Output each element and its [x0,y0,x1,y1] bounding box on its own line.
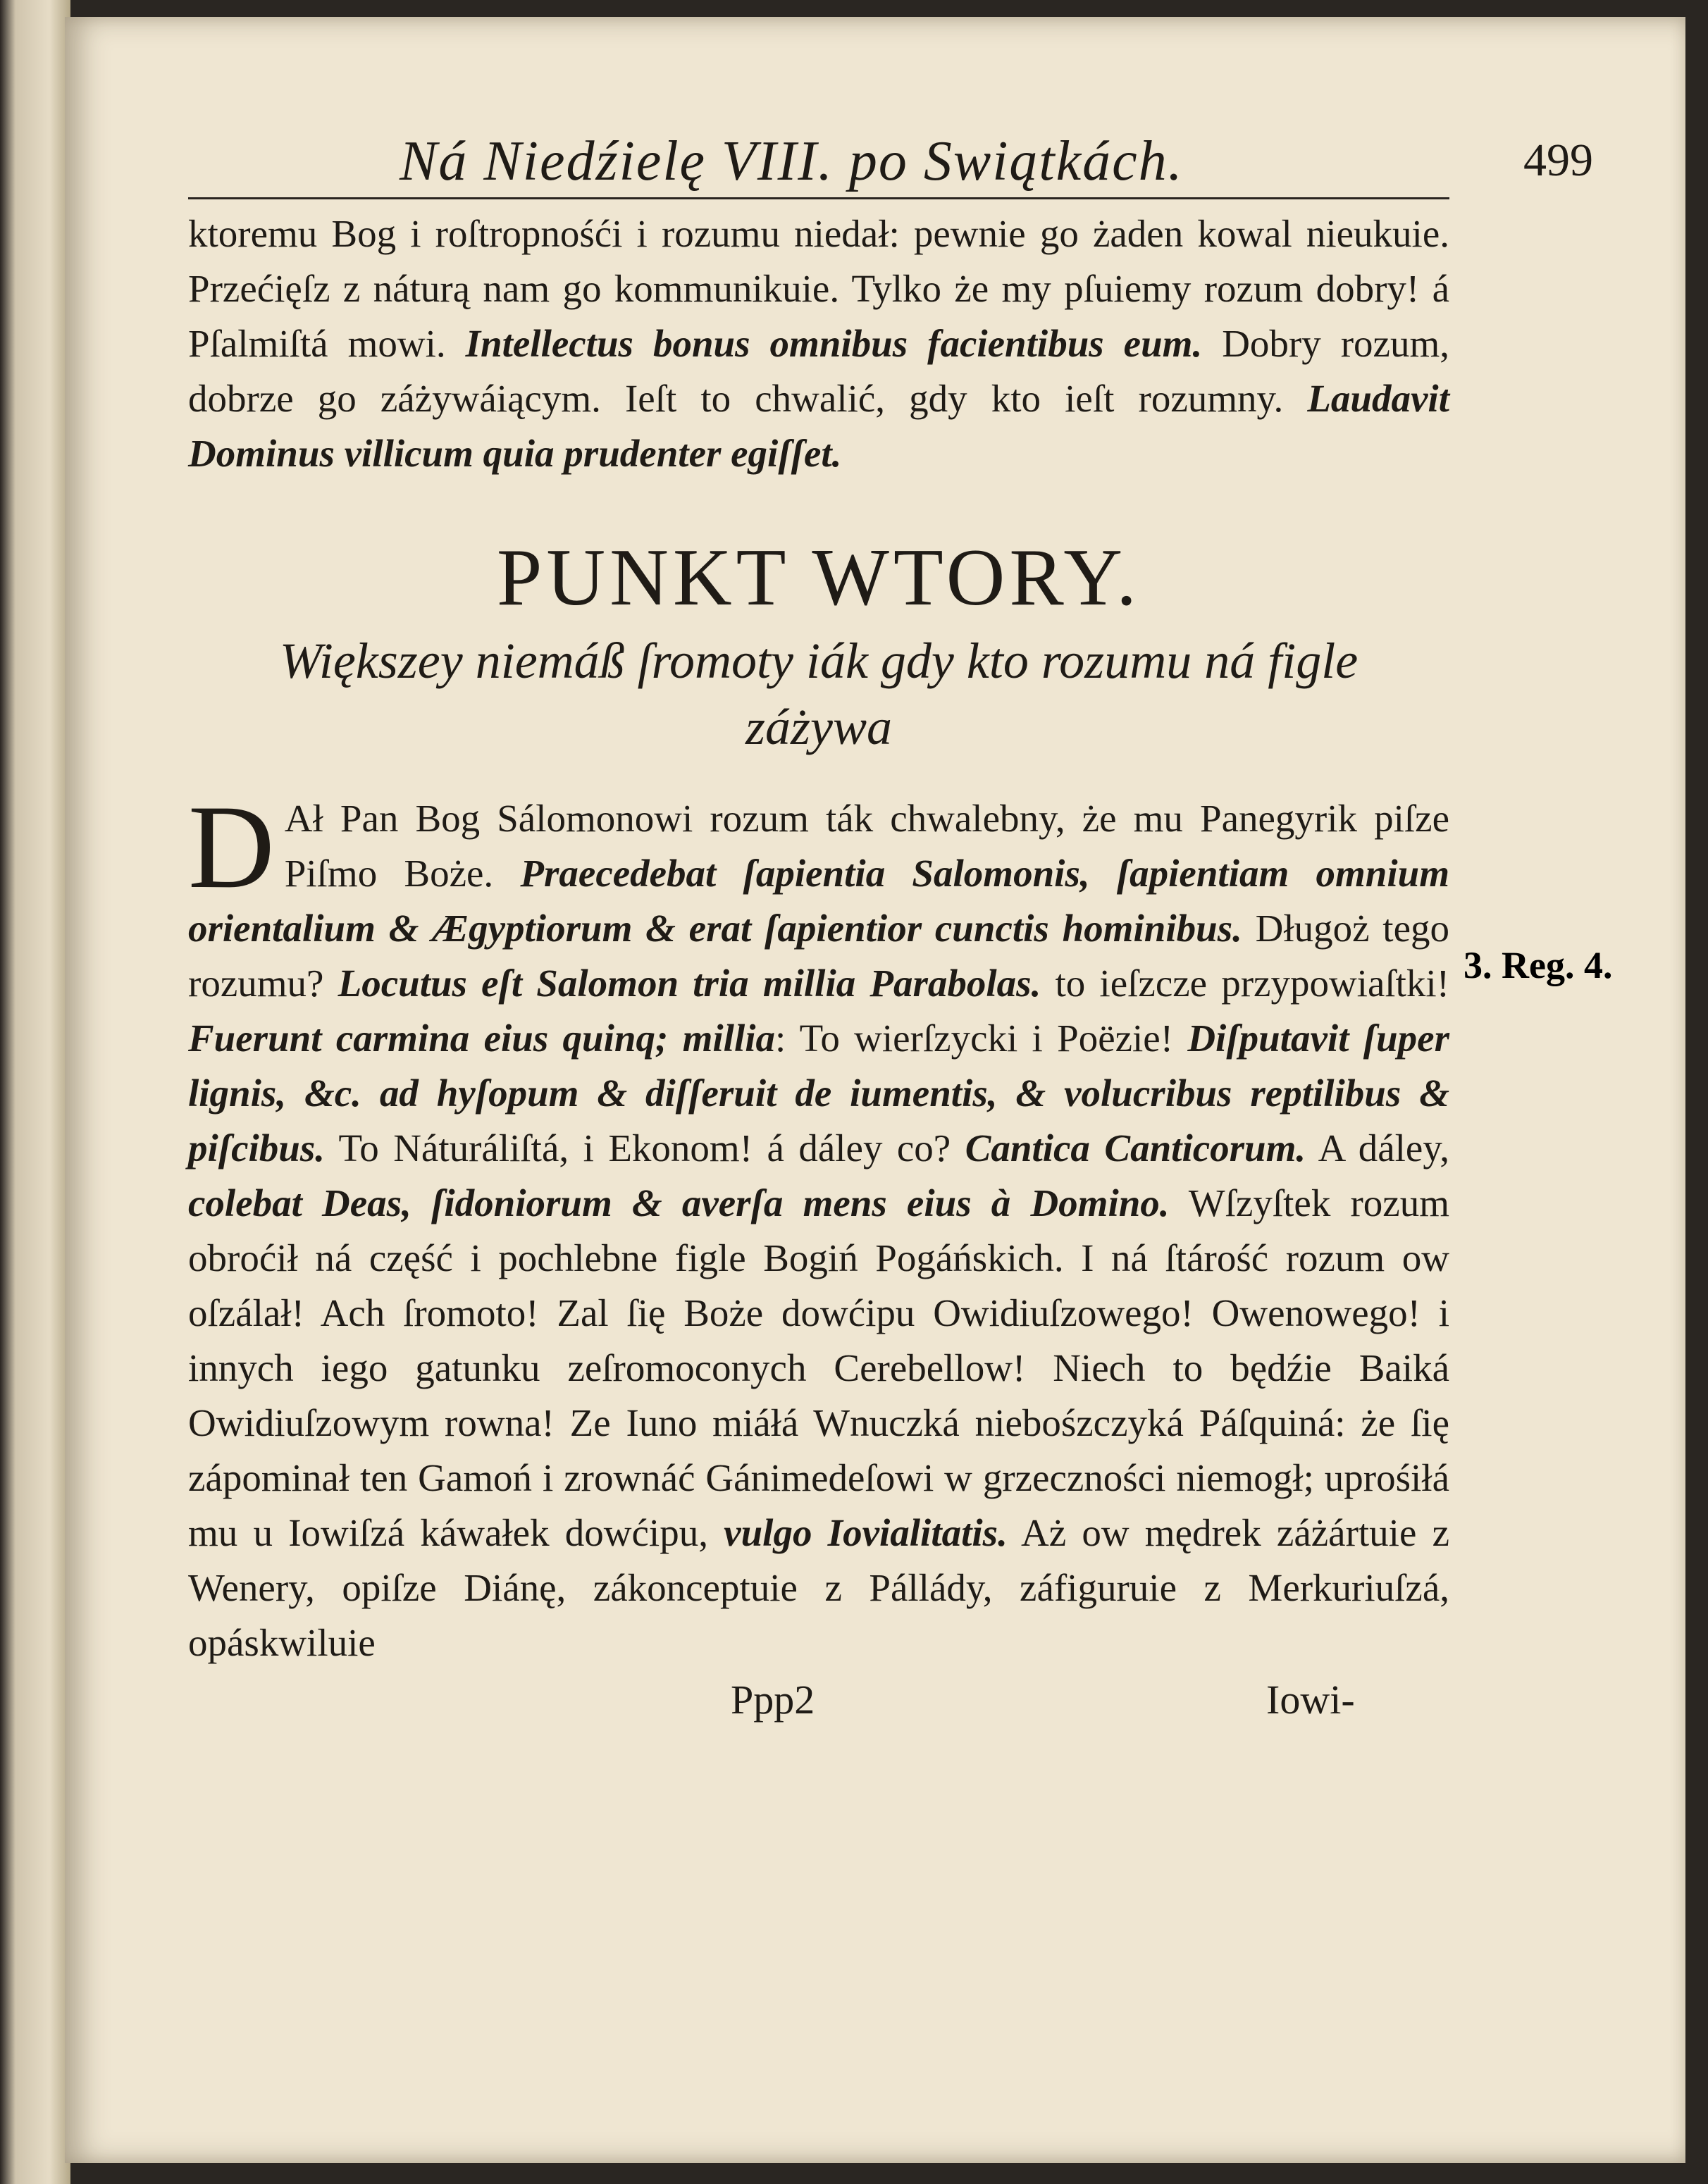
paragraph-2-text-3: to ieſzcze przypowiaſtki! [1041,962,1450,1005]
book-spine-edge [0,0,70,2184]
paragraph-2-text-8: Aż ow mędrek záżártuie z Wenery, opiſze Diánę, zákonceptuie z Pállády, záfiguruie z Merkuriuſzá, opáskwiluie [188,1511,1449,1664]
section-subheading: Większey niemáß ſromoty iák gdy kto rozumu ná figle záżywa [279,633,1359,755]
latin-quote-psalm: Intellectus bonus omnibus facientibus eum. [465,322,1203,365]
book-page [65,17,1685,2163]
page-footer [188,1676,1449,1732]
paragraph-1 [188,206,1449,481]
latin-quote-6: colebat Deas, ſidoniorum & averſa mens eius à Domino. [188,1181,1170,1224]
drop-cap: D [188,781,275,913]
latin-quote-1: Praecedebat ſapientia Salomonis, ſapientiam omnium orientalium & Ægyptiorum & erat ſapientior cunctis hominibus. [188,852,1449,950]
catchword: Iowi- [1266,1677,1355,1723]
paragraph-1-text-2: Dobry rozum, dobrze go záżywáiącym. Ieſt to chwalić, gdy kto ieſt rozumny. [188,322,1449,420]
latin-quote-luke: Laudavit Dominus villicum quia prudenter egiſſet. [188,377,1449,475]
page-number: 499 [1523,135,1593,186]
paragraph-2-text-1: Ał Pan Bog Sálomonowi rozum ták chwalebny, że mu Panegyrik piſze Piſmo Boże. [284,797,1449,895]
paragraph-2 [188,781,1450,1670]
marginal-note: 3. Reg. 4. [1463,944,1613,986]
running-head [188,130,1593,199]
paragraph-2-text-7: Wſzyſtek rozum obroćił ná część i pochlebne figle Bogiń Pogáńskich. I ná ſtárość rozum ow oſzálał! Ach ſromoto! Zal ſię Boże dowćipu Owidiuſzowego! Owenowego! i innych iego gatunku zeſromoconych Cerebellow! Niech to będźie Baiká Owidiuſzowym rowna! Ze Iuno miáłá Wnuczká niebośzczyká Páſquiná: że ſię zápominał ten Gamoń i zrownáć Gánimedeſowi w grzeczności niemogł; uprośiłá mu u Iowiſzá káwałek dowćipu, [188,1181,1449,1554]
paragraph-2-text-6: A dáley, [1306,1127,1450,1169]
paragraph-2-text-5: To Náturáliſtá, i Ekonom! á dáley co? [325,1127,965,1169]
latin-quote-5: Cantica Canticorum. [965,1127,1306,1169]
latin-quote-4: Diſputavit ſuper lignis, &c. ad hyſopum & diſſeruit de iumentis, & volucribus reptilibus & piſcibus. [188,1017,1449,1169]
section-heading: PUNKT WTORY. [496,533,1141,623]
paragraph-2-text-2: Długoż tego rozumu? [188,907,1449,1005]
paragraph-2-text-4: : To wierſzycki i Poëzie! [775,1017,1188,1060]
latin-quote-3: Fuerunt carmina eius quinq; millia [188,1017,776,1060]
latin-quote-7: vulgo Iovialitatis. [724,1511,1008,1554]
paragraph-1-text-1: ktoremu Bog i roſtropnośći i rozumu niedał: pewnie go żaden kowal nieukuie. Przećięſz z náturą nam go kommunikuie. Tylko że my pſuiemy rozum dobry! á Pſalmiſtá mowi. [188,212,1449,365]
signature-mark: Ppp2 [731,1677,815,1723]
latin-quote-2: Locutus eſt Salomon tria millia Parabolas. [338,962,1041,1005]
running-head-title: Ná Niedźielę VIII. po Swiątkách. [400,130,1184,192]
